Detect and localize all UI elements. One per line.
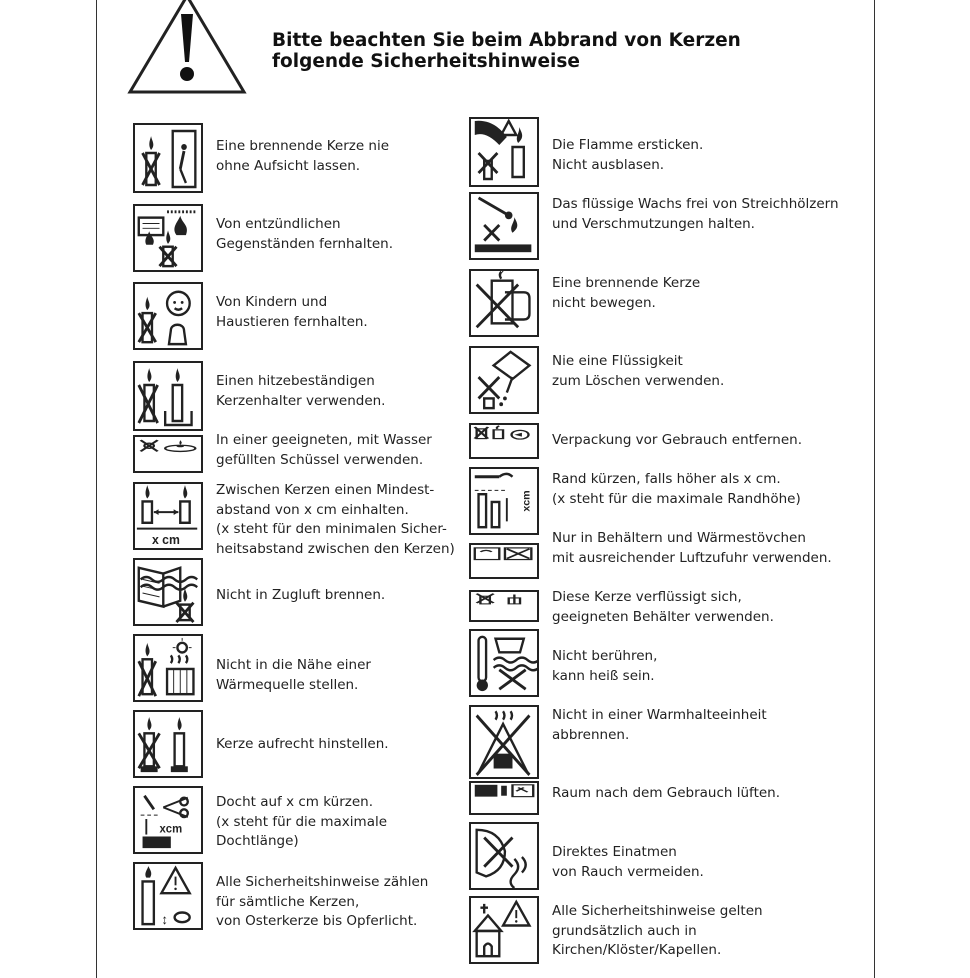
instruction-line: gefüllten Schüssel verwenden. — [216, 451, 424, 468]
instruction-text — [552, 843, 704, 882]
instruction-text — [552, 136, 703, 175]
instruction-text — [552, 195, 839, 234]
instruction-line: Von entzündlichen — [216, 216, 341, 232]
heat-resistant-holder-icon — [133, 361, 203, 431]
instruction-line: Verpackung vor Gebrauch entfernen. — [552, 432, 802, 448]
instruction-text — [216, 656, 371, 695]
match-wax-icon — [469, 192, 539, 260]
instruction-text — [552, 431, 802, 451]
instruction-line: (x steht für die maximale — [216, 813, 388, 830]
hot-do-not-touch-icon — [469, 629, 539, 697]
instruction-line: für sämtliche Kerzen, — [216, 893, 360, 910]
instruction-line: Wärmequelle stellen. — [216, 676, 359, 693]
instruction-line: (x steht für die maximale Randhöhe) — [552, 490, 801, 507]
warmer-ventilation-icon — [469, 543, 539, 579]
instruction-text — [216, 873, 428, 932]
instruction-line: Dochtlänge) — [216, 833, 299, 849]
instruction-line: In einer geeigneten, mit Wasser — [216, 432, 432, 448]
church-warning-icon — [469, 896, 539, 964]
instruction-text — [552, 274, 700, 313]
instruction-line: Das flüssige Wachs frei von Streichhölzern — [552, 196, 839, 212]
children-pets-icon — [133, 282, 203, 350]
instruction-line: Einen hitzebeständigen — [216, 373, 375, 389]
candle-distance-icon — [133, 482, 203, 550]
instruction-line: Nicht in einer Warmhalteeinheit — [552, 707, 767, 723]
warning-triangle-icon — [126, 0, 248, 96]
instruction-line: Alle Sicherheitshinweise gelten — [552, 903, 763, 919]
instruction-line: kann heiß sein. — [552, 667, 655, 684]
instruction-text — [552, 647, 657, 686]
instruction-line: grundsätzlich auch in — [552, 922, 697, 939]
instruction-line: heitsabstand zwischen den Kerzen) — [216, 540, 455, 557]
flammable-objects-icon — [133, 204, 203, 272]
instruction-line: Kirchen/Klöster/Kapellen. — [552, 942, 722, 958]
unattended-candle-icon — [133, 123, 203, 193]
instruction-line: Gegenständen fernhalten. — [216, 235, 394, 252]
do-not-move-icon — [469, 269, 539, 337]
title-line-1: Bitte beachten Sie beim Abbrand von Kerzen — [272, 30, 741, 51]
instruction-line: (x steht für den minimalen Sicher- — [216, 521, 447, 537]
instruction-line: Haustieren fernhalten. — [216, 313, 368, 330]
instruction-line: ohne Aufsicht lassen. — [216, 157, 361, 174]
svg-text:x cm: x cm — [151, 532, 180, 548]
instruction-line: Raum nach dem Gebrauch lüften. — [552, 785, 781, 801]
instruction-line: nicht bewegen. — [552, 294, 656, 311]
instruction-line: Kerzenhalter verwenden. — [216, 392, 386, 409]
instruction-line: geeigneten Behälter verwenden. — [552, 608, 774, 625]
instruction-line: Kerze aufrecht hinstellen. — [216, 736, 389, 752]
instruction-line: abbrennen. — [552, 726, 630, 743]
no-liquid-icon — [469, 346, 539, 414]
ventilate-room-icon — [469, 781, 539, 815]
instruction-line: Nicht berühren, — [552, 648, 658, 664]
instruction-line: Eine brennende Kerze nie — [216, 138, 390, 154]
upright-candle-icon — [133, 710, 203, 778]
instruction-line: Nicht in die Nähe einer — [216, 657, 371, 673]
instruction-line: Nicht ausblasen. — [552, 156, 665, 173]
instruction-line: Zwischen Kerzen einen Mindest- — [216, 482, 435, 498]
instruction-line: von Rauch vermeiden. — [552, 863, 704, 880]
instruction-text — [552, 529, 832, 568]
instruction-line: von Osterkerze bis Opferlicht. — [216, 913, 418, 929]
instruction-line: Nie eine Flüssigkeit — [552, 353, 683, 369]
instruction-text — [552, 902, 763, 961]
instruction-line: zum Löschen verwenden. — [552, 372, 725, 389]
instruction-line: und Verschmutzungen halten. — [552, 215, 755, 232]
instruction-text — [216, 481, 455, 559]
instruction-text — [216, 735, 389, 755]
no-smoke-inhale-icon — [469, 822, 539, 890]
instruction-text — [216, 372, 385, 411]
heat-source-icon — [133, 634, 203, 702]
instruction-text — [552, 352, 724, 391]
instruction-line: Nicht in Zugluft brennen. — [216, 587, 386, 603]
title-line-2: folgende Sicherheitshinweise — [272, 51, 580, 72]
instruction-text — [216, 215, 393, 254]
instruction-line: Nur in Behältern und Wärmestövchen — [552, 530, 806, 546]
instruction-line: Rand kürzen, falls höher als x cm. — [552, 471, 781, 487]
instruction-text — [552, 784, 780, 804]
instruction-line: Von Kindern und — [216, 294, 328, 310]
trim-rim-icon — [469, 467, 539, 535]
instruction-text — [552, 588, 774, 627]
instruction-text — [552, 706, 767, 745]
instruction-text — [216, 137, 389, 176]
svg-text:xcm: xcm — [520, 490, 533, 512]
instruction-line: abstand von x cm einhalten. — [216, 501, 409, 518]
instruction-text — [552, 470, 801, 509]
all-candles-warning-icon — [133, 862, 203, 930]
instruction-line: Docht auf x cm kürzen. — [216, 794, 373, 810]
page-title — [272, 30, 741, 72]
instruction-line: mit ausreichender Luftzufuhr verwenden. — [552, 549, 832, 566]
instruction-line: Die Flamme ersticken. — [552, 137, 704, 153]
instruction-line: Diese Kerze verflüssigt sich, — [552, 589, 742, 605]
instruction-text — [216, 586, 385, 606]
instruction-line: Eine brennende Kerze — [552, 275, 701, 291]
instruction-line: Direktes Einatmen — [552, 844, 677, 860]
water-bowl-icon — [133, 435, 203, 473]
instruction-text — [216, 431, 432, 470]
smother-flame-icon — [469, 117, 539, 187]
instruction-line: Alle Sicherheitshinweise zählen — [216, 874, 429, 890]
liquefies-container-icon — [469, 590, 539, 622]
remove-packaging-icon — [469, 423, 539, 459]
instruction-text — [216, 793, 387, 852]
instruction-text — [216, 293, 368, 332]
draught-icon — [133, 558, 203, 626]
svg-text:↕: ↕ — [161, 911, 168, 928]
no-warming-unit-icon — [469, 705, 539, 779]
trim-wick-icon — [133, 786, 203, 854]
svg-text:xcm: xcm — [159, 823, 183, 836]
